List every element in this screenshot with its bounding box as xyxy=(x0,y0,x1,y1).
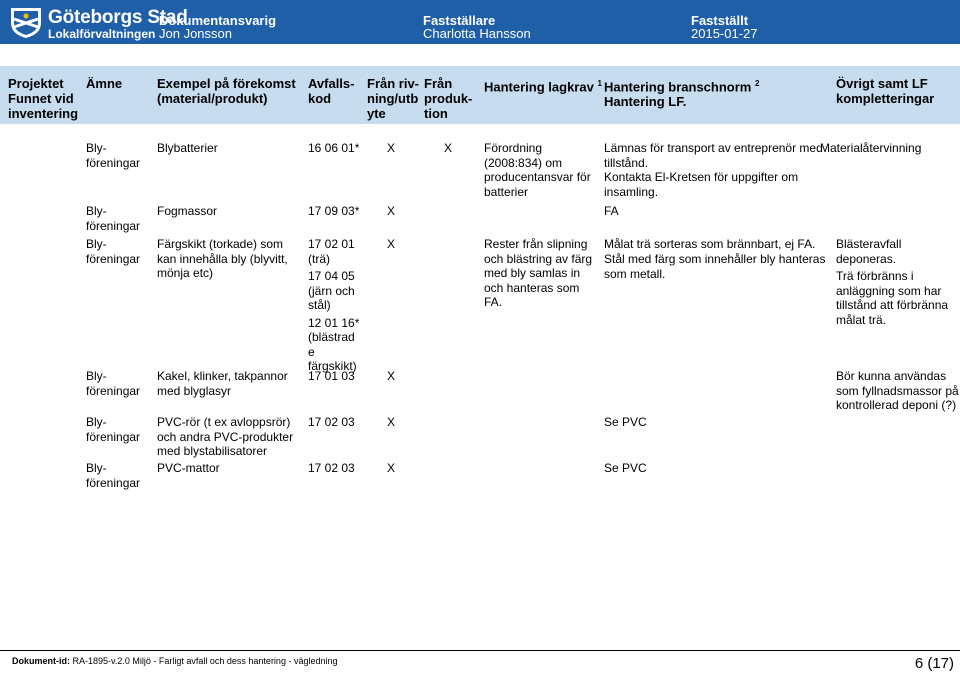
row1-produktion: X xyxy=(444,141,453,155)
col-header-fran-rivning: Från riv- ning/utb yte xyxy=(367,76,420,121)
row1-exempel: Blybatterier xyxy=(157,141,218,155)
row2-amne: Bly- föreningar xyxy=(86,204,141,233)
footer-rule xyxy=(0,650,960,651)
col-header-projektet: Projektet Funnet vid inventering xyxy=(8,76,79,121)
row5-exempel: PVC-rör (t ex avloppsrör) och andra PVC-produkter med blystabilisatorer xyxy=(157,415,294,458)
row4-exempel: Kakel, klinker, takpannor med blyglasyr xyxy=(157,369,288,398)
col-header-exempel: Exempel på förekomst (material/produkt) xyxy=(157,76,296,106)
footer-page-number: 6 (17) xyxy=(914,655,954,672)
approver-label: Fastställare xyxy=(423,13,496,28)
col-header-avfallskod: Avfalls- kod xyxy=(308,76,355,106)
row5-amne: Bly- föreningar xyxy=(86,415,141,444)
row3-kod: 17 02 01 (trä) 17 04 05 (järn och stål) 12 01 16* (blästrad e färgskikt) xyxy=(308,237,360,373)
approved-label: Fastställt xyxy=(691,13,749,28)
row2-rivning: X xyxy=(387,204,396,218)
row3-rivning: X xyxy=(387,237,396,251)
row4-rivning: X xyxy=(387,369,396,383)
row2-kod: 17 09 03* xyxy=(308,204,360,218)
doc-owner: Jon Jonsson xyxy=(159,26,232,41)
approver: Charlotta Hansson xyxy=(423,26,531,41)
row1-kod: 16 06 01* xyxy=(308,141,360,155)
row3-branschnorm: Målat trä sorteras som brännbart, ej FA. Stål med färg som innehåller bly hanteras som metall. xyxy=(604,237,826,281)
org-name: Göteborgs Stad xyxy=(48,7,188,28)
row1-ovrigt: Materialåtervinning xyxy=(820,141,922,155)
row6-rivning: X xyxy=(387,461,396,475)
row3-exempel: Färgskikt (torkade) som kan innehålla bly (blyvitt, mönja etc) xyxy=(157,237,288,280)
row4-kod: 17 01 03 xyxy=(308,369,355,383)
row6-amne: Bly- föreningar xyxy=(86,461,141,490)
footer-doc-id: Dokument-id: RA-1895-v.2.0 Miljö - Farligt avfall och dess hantering - vägledning xyxy=(12,656,338,666)
row2-exempel: Fogmassor xyxy=(157,204,218,218)
row3-amne: Bly- föreningar xyxy=(86,237,141,266)
col-header-amne: Ämne xyxy=(86,76,123,91)
column-header-band xyxy=(0,66,960,124)
document-header xyxy=(0,0,960,44)
approved-date: 2015-01-27 xyxy=(691,26,758,41)
row3-ovrigt: Blästeravfall deponeras. Trä förbränns i anläggning som har tillstånd att förbränna målat trä. xyxy=(836,237,949,327)
row1-amne: Bly- föreningar xyxy=(86,141,141,170)
row1-branschnorm: Lämnas för transport av entreprenör med tillstånd. Kontakta El-Kretsen för uppgifter om insamling. xyxy=(604,141,823,199)
row5-branschnorm: Se PVC xyxy=(604,415,647,429)
row4-ovrigt: Bör kunna användas som fyllnadsmassor på kontrollerad deponi (?) xyxy=(836,369,959,412)
doc-owner-label: Dokumentansvarig xyxy=(159,13,277,28)
row3-lagkrav: Rester från slipning och blästring av färg med bly samlas in och hanteras som FA. xyxy=(484,237,593,309)
col-header-ovrigt: Övrigt samt LF kompletteringar xyxy=(836,76,935,106)
row4-amne: Bly- föreningar xyxy=(86,369,141,398)
row5-rivning: X xyxy=(387,415,396,429)
row6-branschnorm: Se PVC xyxy=(604,461,647,475)
gothenburg-shield-icon xyxy=(8,5,44,39)
row2-branschnorm: FA xyxy=(604,204,619,218)
row5-kod: 17 02 03 xyxy=(308,415,355,429)
row6-kod: 17 02 03 xyxy=(308,461,355,475)
org-sub: Lokalförvaltningen xyxy=(48,27,156,41)
row1-rivning: X xyxy=(387,141,396,155)
col-header-hantering-lagkrav: Hantering lagkrav $^1$ xyxy=(484,79,602,95)
col-header-hantering-branschnorm: Hantering branschnorm $^2$ Hantering LF. xyxy=(604,79,760,110)
col-header-fran-produktion: Från produk- tion xyxy=(424,76,473,121)
row1-lagkrav: Förordning (2008:834) om producentansvar för batterier xyxy=(484,141,591,199)
row6-exempel: PVC-mattor xyxy=(157,461,220,475)
